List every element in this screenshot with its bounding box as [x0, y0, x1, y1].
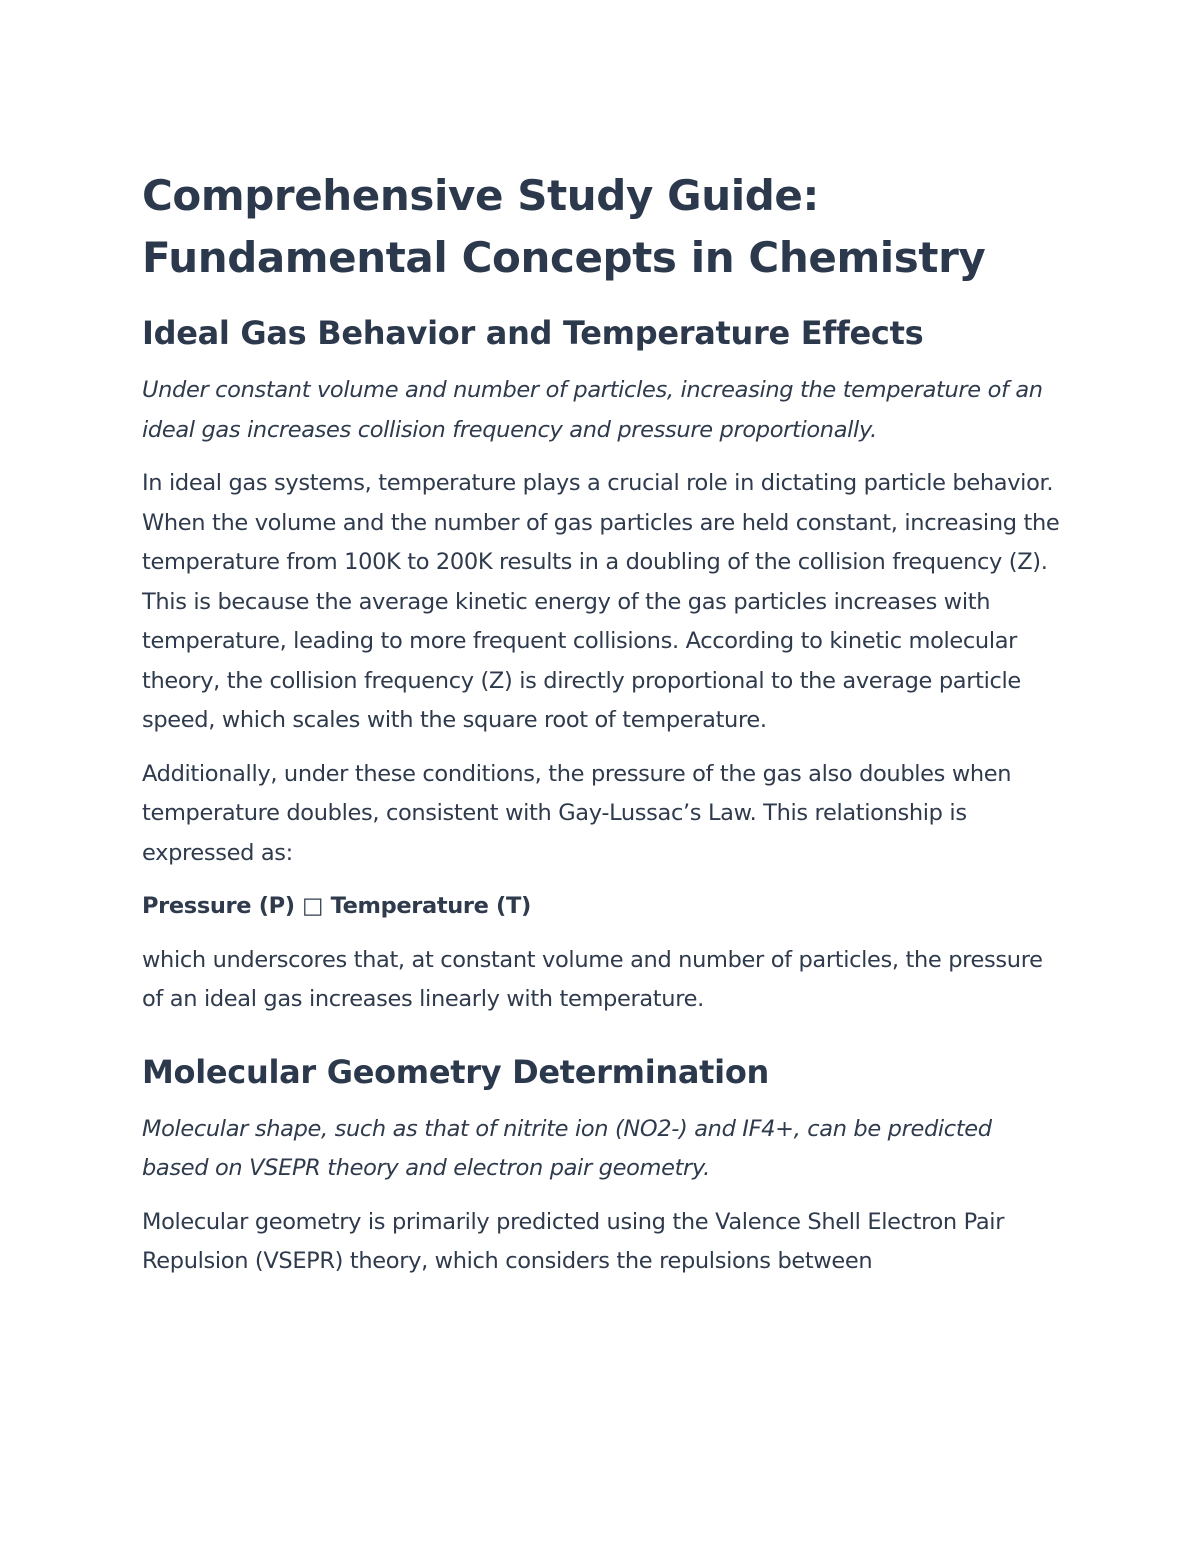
body-paragraph: Additionally, under these conditions, the pressure of the gas also doubles when temperature doubles, consistent with Gay-Lussac’s Law. This relationship is expressed as:	[142, 760, 1012, 866]
section-summary: Under constant volume and number of particles, increasing the temperature of an ideal gas increases collision frequency and pressure proportionally.	[142, 377, 1043, 443]
document-page	[142, 165, 1062, 1296]
body-paragraph: Molecular geometry is primarily predicted using the Valence Shell Electron Pair Repulsion (VSEPR) theory, which considers the repulsions between	[142, 1208, 1005, 1274]
section-molecular-geometry	[142, 1050, 1062, 1282]
section-heading: Molecular Geometry Determination	[142, 1052, 769, 1091]
body-paragraph: which underscores that, at constant volume and number of particles, the pressure of an ideal gas increases linearly with temperature.	[142, 946, 1043, 1012]
section-heading: Ideal Gas Behavior and Temperature Effects	[142, 314, 924, 352]
section-ideal-gas	[142, 311, 1062, 1020]
body-paragraph: In ideal gas systems, temperature plays a crucial role in dictating particle behavior. When the volume and the number of gas particles are held constant, increasing the temperature from 100K to 200K results in a doubling of the collision frequency (Z). This is because the average kinetic energy of the gas particles increases with temperature, leading to more frequent collisions. According to kinetic molecular theory, the collision frequency (Z) is directly proportional to the average particle speed, which scales with the square root of temperature.	[142, 470, 1060, 733]
document-title: Comprehensive Study Guide: Fundamental Concepts in Chemistry	[142, 171, 986, 282]
formula: Pressure (P) □ Temperature (T)	[142, 893, 531, 919]
section-summary: Molecular shape, such as that of nitrite ion (NO2-) and IF4+, can be predicted based on VSEPR theory and electron pair geometry.	[142, 1115, 992, 1181]
